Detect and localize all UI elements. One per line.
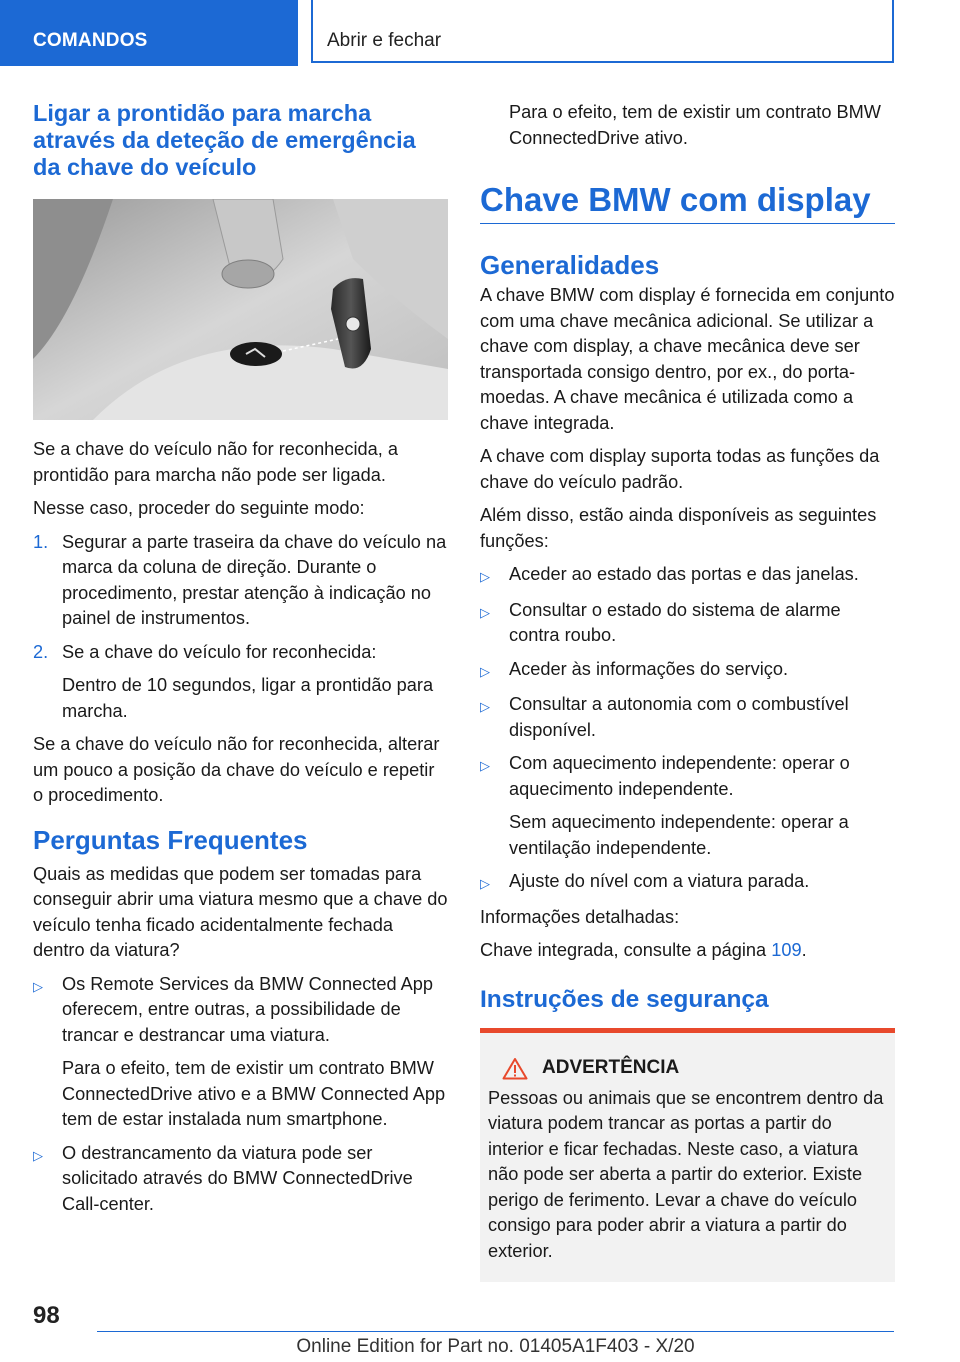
list-item — [480, 692, 895, 743]
procedure-intro: Nesse caso, proceder do seguinte modo: — [33, 498, 365, 518]
triangle-bullet-icon: ▷ — [480, 663, 490, 679]
right-column — [480, 100, 895, 1282]
faq-heading: Perguntas Frequentes — [33, 824, 308, 855]
key-steering-column-photo — [33, 199, 448, 420]
list-item — [480, 598, 895, 649]
footer-divider — [97, 1331, 894, 1332]
step-2-detail: Dentro de 10 segundos, ligar a prontidão para marcha. — [62, 675, 434, 721]
triangle-bullet-icon: ▷ — [480, 876, 490, 891]
list-item — [480, 751, 895, 802]
section-label: COMANDOS — [33, 30, 148, 51]
triangle-bullet-icon: ▷ — [33, 978, 43, 994]
list-item-text: Consultar a autonomia com o combustível disponível. — [509, 694, 849, 740]
triangle-bullet-icon: ▷ — [480, 604, 490, 620]
list-item-text: O destrancamento da viatura pode ser solicitado através do BMW ConnectedDrive Call-center. — [62, 1142, 413, 1214]
list-item — [480, 869, 895, 897]
step-text: Segurar a parte traseira da chave do veículo na marca da coluna de direção. Durante o procedimento, prestar atenção à indicação no painel de instrumentos. — [62, 531, 447, 628]
warning-triangle-icon — [502, 1057, 528, 1080]
list-item-text: Ajuste do nível com a viatura parada. — [509, 871, 810, 891]
triangle-bullet-icon: ▷ — [480, 569, 490, 584]
section-tab — [0, 0, 298, 66]
triangle-bullet-icon: ▷ — [33, 1147, 43, 1163]
left-column — [33, 100, 448, 1225]
triangle-bullet-icon: ▷ — [480, 758, 490, 773]
edition-footer: Online Edition for Part no. 01405A1F403 - X/20 — [296, 1336, 695, 1357]
details-label: Informações detalhadas: — [480, 906, 680, 927]
contract-continuation: Para o efeito, tem de existir um contrato BMW ConnectedDrive ativo. — [509, 102, 881, 148]
step-2 — [33, 640, 448, 666]
general-text-3: Além disso, estão ainda disponíveis as seguintes funções: — [480, 505, 877, 551]
details-text: Chave integrada, consulte a página — [480, 940, 772, 960]
list-item-text: Com aquecimento independente: operar o aquecimento independente. — [509, 753, 850, 799]
list-item-text: Aceder às informações do serviço. — [509, 658, 789, 679]
step-1 — [33, 530, 448, 632]
list-item-detail: Sem aquecimento independente: operar a ventilação independente. — [509, 812, 849, 858]
page-link[interactable]: 109 — [771, 940, 802, 960]
list-item — [480, 562, 895, 590]
general-heading: Generalidades — [480, 250, 660, 280]
details-reference — [480, 938, 895, 964]
list-item-text: Aceder ao estado das portas e das janelas. — [509, 564, 859, 584]
step-text: Se a chave do veículo for reconhecida: — [62, 641, 377, 662]
list-item-text: Os Remote Services da BMW Connected App oferecem, entre outras, a possibilidade de trancar e destrancar uma viatura. — [62, 973, 433, 1045]
warning-title-row — [502, 1057, 887, 1080]
list-item-detail: Para o efeito, tem de existir um contrato BMW ConnectedDrive ativo e a BMW Connected App tem de estar instalada num smartphone. — [62, 1058, 446, 1129]
faq-question: Quais as medidas que podem ser tomadas para conseguir abrir uma viatura mesmo que a chave do veículo tenha ficado acidentalmente fechada dentro da viatura? — [33, 863, 448, 960]
retry-text: Se a chave do veículo não for reconhecida, alterar um pouco a posição da chave do veículo e repetir o procedimento. — [33, 734, 440, 805]
chapter-tab — [311, 0, 894, 63]
list-item — [33, 1141, 448, 1218]
list-item-text: Consultar o estado do sistema de alarme contra roubo. — [509, 599, 841, 645]
page-header — [0, 0, 960, 66]
general-text-2: A chave com display suporta todas as funções da chave do veículo padrão. — [480, 446, 880, 492]
emergency-detection-heading: Ligar a prontidão para marcha através da deteção de emergência da chave do veículo — [33, 100, 416, 180]
warning-box — [480, 1028, 895, 1283]
general-text-1: A chave BMW com display é fornecida em conjunto com uma chave mecânica adicional. Se utilizar a chave com display, a chave mecânica deve ser transportada consigo dentro, por ex., do porta-moedas. A chave mecânica é utilizada como a chave integrada. — [480, 285, 895, 433]
details-end: . — [801, 940, 807, 960]
safety-heading: Instruções de segurança — [480, 985, 769, 1013]
display-key-title: Chave BMW com display — [480, 181, 895, 224]
list-item — [480, 657, 895, 685]
step-number: 2. — [33, 641, 49, 662]
list-item — [33, 972, 448, 1049]
triangle-bullet-icon: ▷ — [480, 699, 490, 714]
warning-title: ADVERTÊNCIA — [542, 1057, 680, 1078]
page-number: 98 — [33, 1302, 60, 1329]
not-recognized-text: Se a chave do veículo não for reconhecida, a prontidão para marcha não pode ser ligada. — [33, 439, 399, 485]
warning-text: Pessoas ou animais que se encontrem dentro da viatura podem trancar as portas a partir do interior e ficar fechadas. Neste caso, a viatura não pode ser aberta a partir do exterior. Existe perigo de ferimento. Levar a chave do veículo consigo para poder abrir a viatura a partir do exterior. — [488, 1087, 884, 1261]
chapter-label: Abrir e fechar — [327, 30, 442, 51]
step-number: 1. — [33, 531, 49, 552]
